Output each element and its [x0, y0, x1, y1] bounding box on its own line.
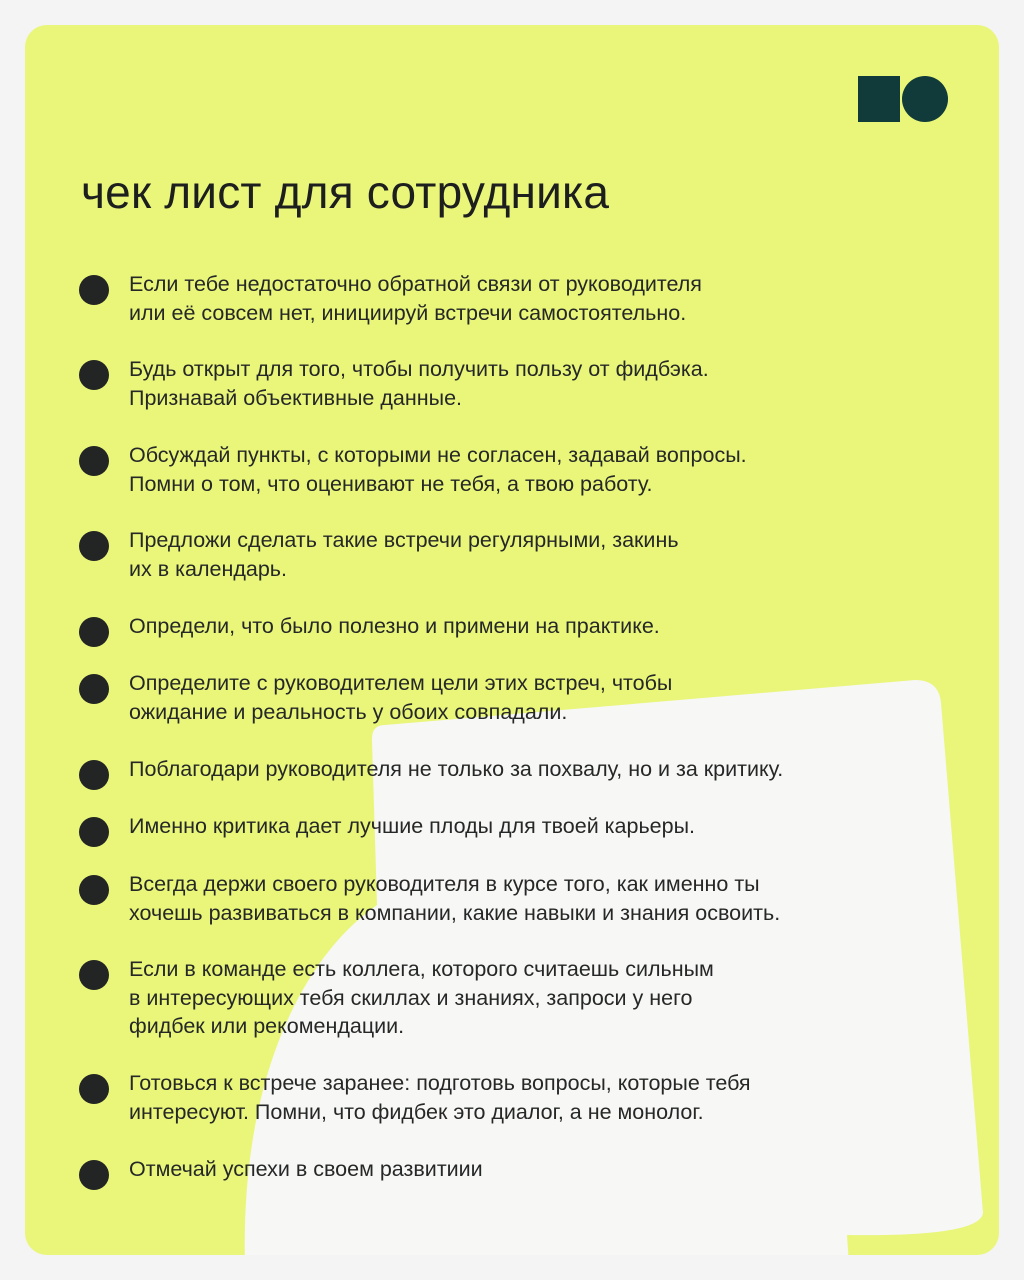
- bullet-icon: [79, 617, 109, 647]
- list-item-text: Поблагодари руководителя не только за похвалу, но и за критику.: [129, 757, 784, 781]
- bullet-icon: [79, 1160, 109, 1190]
- bullet-icon: [79, 760, 109, 790]
- list-item-text: Будь открыт для того, чтобы получить пользу от фидбэка. Признавай объективные данные.: [129, 357, 709, 410]
- list-item-text: Обсуждай пункты, с которыми не согласен, задавай вопросы. Помни о том, что оценивают не тебя, а твою работу.: [129, 443, 747, 496]
- list-item-text: Если в команде есть коллега, которого считаешь сильным в интересующих тебя скиллах и знаниях, запроси у него фидбек или рекомендации.: [129, 957, 714, 1038]
- list-item-text: Всегда держи своего руководителя в курсе того, как именно ты хочешь развиваться в компании, какие навыки и знания освоить.: [129, 872, 781, 925]
- page-title: чек лист для сотрудника: [81, 166, 610, 218]
- bullet-icon: [79, 446, 109, 476]
- bullet-icon: [79, 960, 109, 990]
- bullet-icon: [79, 875, 109, 905]
- list-item-text: Отмечай успехи в своем развитиии: [129, 1157, 483, 1181]
- bullet-icon: [79, 817, 109, 847]
- bullet-icon: [79, 531, 109, 561]
- list-item-text: Предложи сделать такие встречи регулярными, закинь их в календарь.: [129, 528, 679, 581]
- bullet-icon: [79, 1074, 109, 1104]
- square-and-circle-logo-icon: [858, 76, 948, 122]
- bullet-icon: [79, 360, 109, 390]
- bullet-icon: [79, 674, 109, 704]
- list-item-text: Определите с руководителем цели этих встреч, чтобы ожидание и реальность у обоих совпадали.: [129, 671, 673, 724]
- checklist-card: [25, 25, 999, 1255]
- list-item-text: Если тебе недостаточно обратной связи от руководителя или её совсем нет, инициируй встречи самостоятельно.: [129, 272, 702, 325]
- bullet-icon: [79, 275, 109, 305]
- list-item-text: Готовься к встрече заранее: подготовь вопросы, которые тебя интересуют. Помни, что фидбек это диалог, а не монолог.: [129, 1071, 751, 1124]
- list-item-text: Определи, что было полезно и примени на практике.: [129, 614, 660, 638]
- list-item-text: Именно критика дает лучшие плоды для твоей карьеры.: [129, 814, 696, 838]
